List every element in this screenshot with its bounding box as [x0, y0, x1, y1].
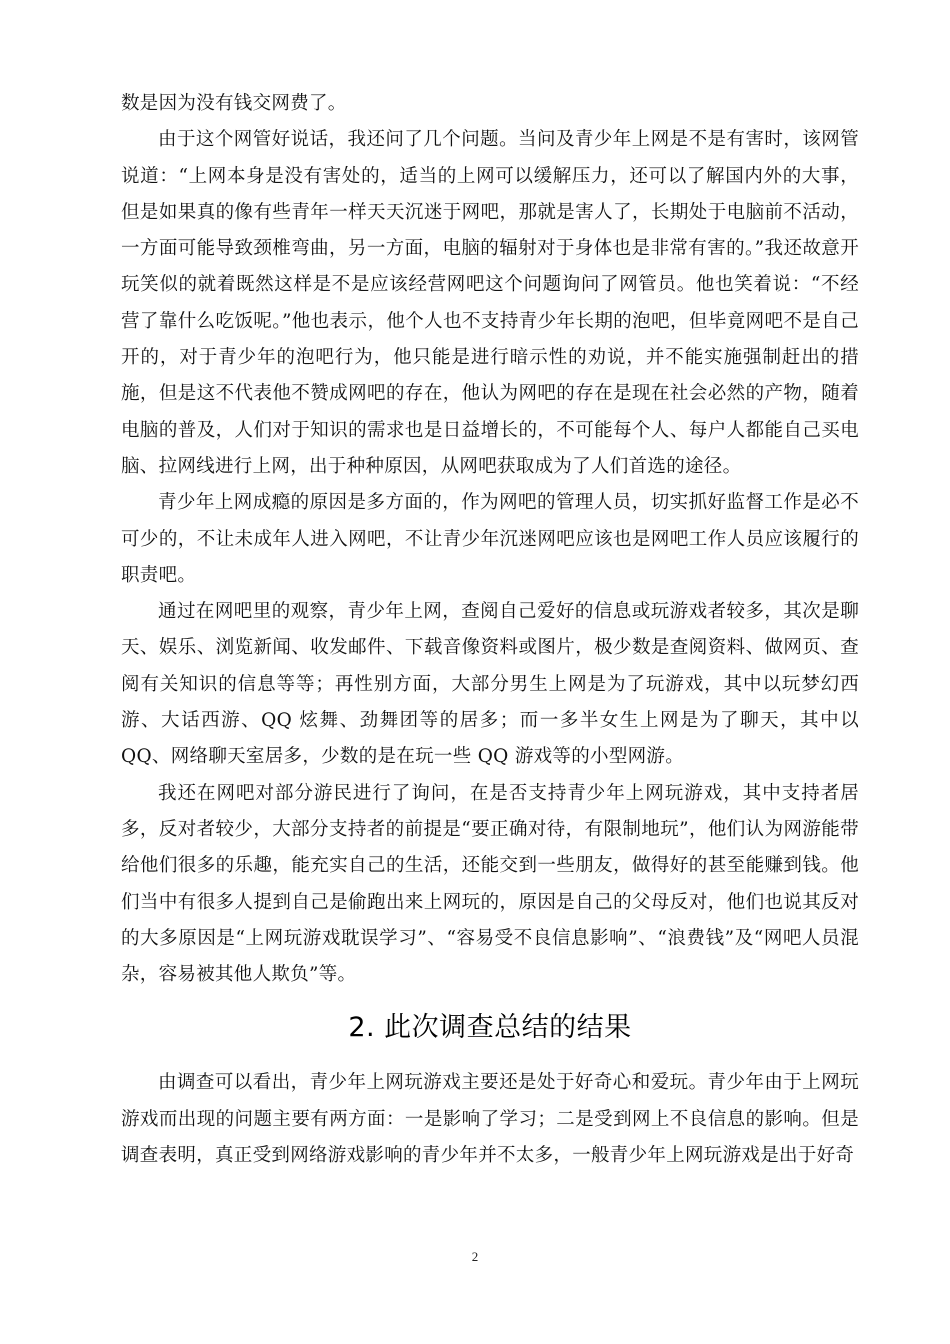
paragraph-player-survey: 我还在网吧对部分游民进行了询问，在是否支持青少年上网玩游戏，其中支持者居多，反对者较少，大部分支持者的前提是“要正确对待，有限制地玩”，他们认为网游能带给他们很多的乐趣，能充实自己的生活，还能交到一些朋友，做得好的甚至能赚到钱。他们当中有很多人提到自己是偷跑出来上网玩的，原因是自己的父母反对，他们也说其反对的大多原因是“上网玩游戏耽误学习”、“容易受不良信息影响”、“浪费钱”及“网吧人员混杂，容易被其他人欺负”等。	[121, 782, 859, 986]
paragraph-addiction-causes: 青少年上网成瘾的原因是多方面的，作为网吧的管理人员，切实抓好监督工作是必不可少的，不让未成年人进入网吧，不让青少年沉迷网吧应该也是网吧工作人员应该履行的职责吧。	[121, 492, 859, 586]
paragraph-observation: 通过在网吧里的观察，青少年上网，查阅自己爱好的信息或玩游戏者较多，其次是聊天、娱乐、浏览新闻、收发邮件、下载音像资料或图片，极少数是查阅资料、做网页、查阅有关知识的信息等等；再性别方面，大部分男生上网是为了玩游戏，其中以玩梦幻西游、大话西游、QQ 炫舞、劲舞团等的居多；而一多半女生上网是为了聊天，其中以 QQ、网络聊天室居多，少数的是在玩一些 QQ 游戏等的小型网游。	[121, 601, 859, 768]
page-number: 2	[471, 1249, 479, 1264]
section-heading: 2. 此次调查总结的结果	[348, 1012, 632, 1044]
paragraph-network-admin-interview: 由于这个网管好说话，我还问了几个问题。当问及青少年上网是不是有害时，该网管说道：“上网本身是没有害处的，适当的上网可以缓解压力，还可以了解国内外的大事，但是如果真的像有些青年一样天天沉迷于网吧，那就是害人了，长期处于电脑前不活动，一方面可能导致颈椎弯曲，另一方面，电脑的辐射对于身体也是非常有害的。”我还故意开玩笑似的就着既然这样是不是应该经营网吧这个问题询问了网管员。他也笑着说：“不经营了靠什么吃饭呢。”他也表示，他个人也不支持青少年长期的泡吧，但毕竟网吧不是自己开的，对于青少年的泡吧行为，他只能是进行暗示性的劝说，并不能实施强制赶出的措施，但是这不代表他不赞成网吧的存在，他认为网吧的存在是现在社会必然的产物，随着电脑的普及，人们对于知识的需求也是日益增长的，不可能每个人、每户人都能自己买电脑、拉网线进行上网，出于种种原因，从网吧获取成为了人们首选的途径。	[121, 129, 859, 477]
paragraph-survey-summary: 由调查可以看出，青少年上网玩游戏主要还是处于好奇心和爱玩。青少年由于上网玩游戏而出现的问题主要有两方面：一是影响了学习；二是受到网上不良信息的影响。但是调查表明，真正受到网络游戏影响的青少年并不太多，一般青少年上网玩游戏是出于好奇	[121, 1072, 859, 1167]
paragraph-continued: 数是因为没有钱交网费了。	[121, 93, 347, 114]
document-body	[121, 86, 859, 1174]
